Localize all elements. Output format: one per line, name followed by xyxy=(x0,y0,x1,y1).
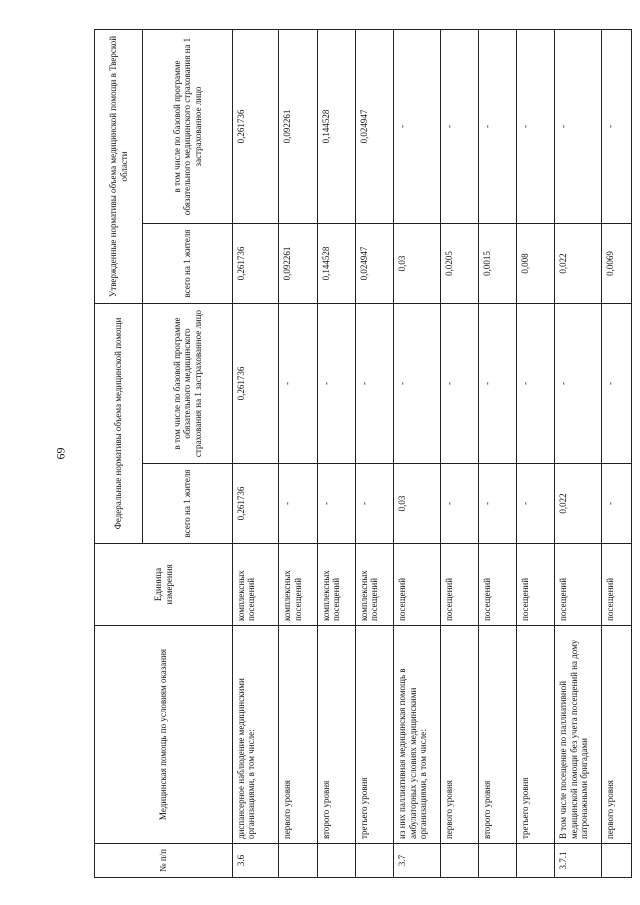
row-number: 3.7.1 xyxy=(555,844,601,878)
fed-total-value: 0,261736 xyxy=(233,464,279,544)
table-row xyxy=(394,29,440,877)
page-number: 69 xyxy=(53,447,68,460)
reg-oms-value: 0,144528 xyxy=(317,29,355,223)
care-type: второго уровня xyxy=(478,626,516,844)
fed-oms-value: - xyxy=(478,303,516,463)
table-row xyxy=(517,29,555,877)
fed-oms-value: - xyxy=(440,303,478,463)
fed-total-value: - xyxy=(601,464,631,544)
col-num-header: № п/п xyxy=(95,844,233,878)
col-federal-header: Федеральные нормативы объема медицинской помощи xyxy=(95,303,143,543)
col-unit-header: Единица измерения xyxy=(95,544,233,626)
reg-total-value: 0,092261 xyxy=(279,223,317,303)
reg-oms-value: - xyxy=(440,29,478,223)
reg-total-value: 0,024947 xyxy=(355,223,393,303)
unit: посещений xyxy=(394,544,440,626)
reg-total-value: 0,0069 xyxy=(601,223,631,303)
unit: комплексных посещений xyxy=(233,544,279,626)
fed-oms-value: - xyxy=(601,303,631,463)
col-care-type-header: Медицинская помощь по условиям оказания xyxy=(95,626,233,844)
care-type: первого уровня xyxy=(440,626,478,844)
reg-per-resident-header: всего на 1 жителя xyxy=(143,223,233,303)
table-row xyxy=(317,29,355,877)
row-number: 3.7 xyxy=(394,844,440,878)
unit: посещений xyxy=(517,544,555,626)
fed-oms-value: - xyxy=(555,303,601,463)
fed-oms-value: - xyxy=(517,303,555,463)
fed-total-value: - xyxy=(517,464,555,544)
reg-oms-value: - xyxy=(394,29,440,223)
table-body xyxy=(233,29,632,877)
row-number xyxy=(517,844,555,878)
fed-oms-value: 0,261736 xyxy=(233,303,279,463)
row-number xyxy=(317,844,355,878)
reg-oms-value: - xyxy=(555,29,601,223)
table-row xyxy=(601,29,631,877)
reg-per-insured-header: в том числе по базовой программе обязательного медицинского страхования на 1 застрахованное лицо xyxy=(143,29,233,223)
care-type: третьего уровня xyxy=(517,626,555,844)
care-type: второго уровня xyxy=(317,626,355,844)
row-number xyxy=(478,844,516,878)
row-number xyxy=(355,844,393,878)
reg-oms-value: 0,261736 xyxy=(233,29,279,223)
row-number xyxy=(601,844,631,878)
fed-total-value: 0,03 xyxy=(394,464,440,544)
reg-total-value: 0,0015 xyxy=(478,223,516,303)
fed-total-value: 0,022 xyxy=(555,464,601,544)
fed-total-value: - xyxy=(317,464,355,544)
care-type: В том числе посещение по паллиативной медицинской помощи без учета посещений на дому патронажными бригадами xyxy=(555,626,601,844)
reg-total-value: 0,008 xyxy=(517,223,555,303)
care-type: третьего уровня xyxy=(355,626,393,844)
reg-total-value: 0,261736 xyxy=(233,223,279,303)
reg-oms-value: - xyxy=(478,29,516,223)
header-row-1 xyxy=(95,29,143,877)
reg-oms-value: - xyxy=(517,29,555,223)
fed-oms-value: - xyxy=(355,303,393,463)
unit: посещений xyxy=(555,544,601,626)
fed-total-value: - xyxy=(279,464,317,544)
unit: комплексных посещений xyxy=(317,544,355,626)
reg-oms-value: 0,092261 xyxy=(279,29,317,223)
unit: комплексных посещений xyxy=(355,544,393,626)
table-row xyxy=(233,29,279,877)
table-row xyxy=(279,29,317,877)
fed-oms-value: - xyxy=(394,303,440,463)
reg-total-value: 0,0205 xyxy=(440,223,478,303)
fed-per-resident-header: всего на 1 жителя xyxy=(143,464,233,544)
table-row xyxy=(440,29,478,877)
fed-total-value: - xyxy=(355,464,393,544)
care-type: диспансерное наблюдение медицинскими организациями, в том числе: xyxy=(233,626,279,844)
fed-total-value: - xyxy=(478,464,516,544)
reg-total-value: 0,144528 xyxy=(317,223,355,303)
norms-table xyxy=(94,29,632,878)
reg-total-value: 0,022 xyxy=(555,223,601,303)
reg-oms-value: 0,024947 xyxy=(355,29,393,223)
table-row xyxy=(355,29,393,877)
reg-oms-value: - xyxy=(601,29,631,223)
rotated-table-frame xyxy=(94,30,632,878)
fed-oms-value: - xyxy=(279,303,317,463)
reg-total-value: 0,03 xyxy=(394,223,440,303)
care-type: первого уровня xyxy=(279,626,317,844)
unit: комплексных посещений xyxy=(279,544,317,626)
unit: посещений xyxy=(478,544,516,626)
table-container xyxy=(94,30,632,878)
care-type: первого уровня xyxy=(601,626,631,844)
unit: посещений xyxy=(601,544,631,626)
table-row xyxy=(555,29,601,877)
row-number xyxy=(279,844,317,878)
fed-total-value: - xyxy=(440,464,478,544)
fed-per-insured-header: в том числе по базовой программе обязательного медицинского страхования на 1 застрахованное лицо xyxy=(143,303,233,463)
fed-oms-value: - xyxy=(317,303,355,463)
table-row xyxy=(478,29,516,877)
row-number xyxy=(440,844,478,878)
unit: посещений xyxy=(440,544,478,626)
care-type: из них паллиативная медицинская помощь в амбулаторных условиях медицинскими организациями, в том числе: xyxy=(394,626,440,844)
col-approved-header: Утвержденные нормативы объема медицинской помощи в Тверской области xyxy=(95,29,143,303)
row-number: 3.6 xyxy=(233,844,279,878)
